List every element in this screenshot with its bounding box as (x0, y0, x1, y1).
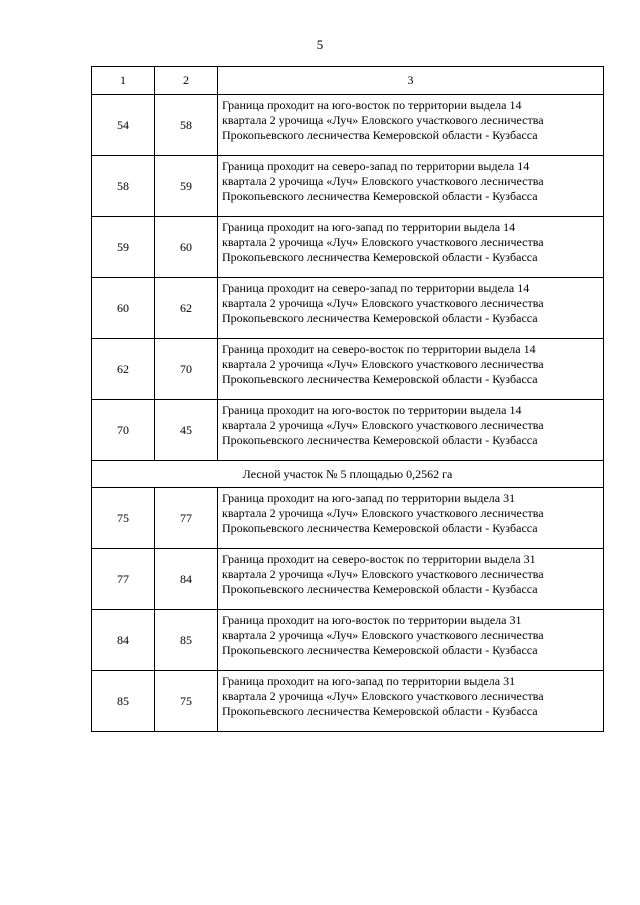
to-point-cell: 58 (155, 95, 218, 156)
from-point-cell: 77 (92, 549, 155, 610)
description-line: Граница проходит на юго-запад по территории выдела 31 (222, 491, 516, 505)
description-line: Прокопьевского лесничества Кемеровской области - Кузбасса (222, 643, 538, 657)
from-point-cell: 58 (92, 156, 155, 217)
description-line: квартала 2 урочища «Луч» Еловского участкового лесничества (222, 296, 544, 310)
description-line: квартала 2 урочища «Луч» Еловского участкового лесничества (222, 567, 544, 581)
table-row (92, 278, 604, 339)
description-line: Прокопьевского лесничества Кемеровской области - Кузбасса (222, 521, 538, 535)
table-row (92, 217, 604, 278)
description-line: Прокопьевского лесничества Кемеровской области - Кузбасса (222, 372, 538, 386)
description-cell (218, 278, 604, 339)
from-point-cell: 62 (92, 339, 155, 400)
to-point-cell: 59 (155, 156, 218, 217)
description-cell (218, 217, 604, 278)
table-row (92, 549, 604, 610)
column-header-from-point: 1 (92, 67, 155, 95)
description-line: квартала 2 урочища «Луч» Еловского участкового лесничества (222, 689, 544, 703)
table-row (92, 156, 604, 217)
from-point-cell: 75 (92, 488, 155, 549)
description-line: Граница проходит на юго-запад по территории выдела 14 (222, 220, 516, 234)
description-line: Граница проходит на юго-восток по территории выдела 14 (222, 403, 522, 417)
description-line: Граница проходит на юго-запад по территории выдела 31 (222, 674, 516, 688)
description-line: Граница проходит на юго-восток по территории выдела 14 (222, 98, 522, 112)
description-cell (218, 339, 604, 400)
to-point-cell: 45 (155, 400, 218, 461)
description-line: Граница проходит на северо-запад по территории выдела 14 (222, 159, 530, 173)
to-point-cell: 70 (155, 339, 218, 400)
table-row (92, 488, 604, 549)
section-title-row (92, 461, 604, 488)
table-row (92, 400, 604, 461)
description-cell (218, 95, 604, 156)
from-point-cell: 70 (92, 400, 155, 461)
page-number: 5 (316, 37, 324, 52)
description-cell (218, 156, 604, 217)
table-row (92, 671, 604, 732)
description-line: квартала 2 урочища «Луч» Еловского участкового лесничества (222, 506, 544, 520)
column-header-to-point: 2 (155, 67, 218, 95)
description-line: Прокопьевского лесничества Кемеровской области - Кузбасса (222, 250, 538, 264)
section-title: Лесной участок № 5 площадью 0,2562 га (92, 461, 604, 488)
description-line: квартала 2 урочища «Луч» Еловского участкового лесничества (222, 235, 544, 249)
description-line: Граница проходит на северо-восток по территории выдела 31 (222, 552, 536, 566)
table-row (92, 610, 604, 671)
table-row (92, 339, 604, 400)
to-point-cell: 75 (155, 671, 218, 732)
description-line: Прокопьевского лесничества Кемеровской области - Кузбасса (222, 311, 538, 325)
description-line: квартала 2 урочища «Луч» Еловского участкового лесничества (222, 113, 544, 127)
description-cell (218, 610, 604, 671)
description-line: Прокопьевского лесничества Кемеровской области - Кузбасса (222, 704, 538, 718)
description-line: Граница проходит на юго-восток по территории выдела 31 (222, 613, 522, 627)
description-line: Граница проходит на северо-восток по территории выдела 14 (222, 342, 536, 356)
from-point-cell: 60 (92, 278, 155, 339)
description-cell (218, 400, 604, 461)
description-cell (218, 488, 604, 549)
description-line: Прокопьевского лесничества Кемеровской области - Кузбасса (222, 128, 538, 142)
to-point-cell: 85 (155, 610, 218, 671)
description-line: Прокопьевского лесничества Кемеровской области - Кузбасса (222, 189, 538, 203)
description-line: квартала 2 урочища «Луч» Еловского участкового лесничества (222, 628, 544, 642)
description-line: Граница проходит на северо-запад по территории выдела 14 (222, 281, 530, 295)
description-line: квартала 2 урочища «Луч» Еловского участкового лесничества (222, 357, 544, 371)
boundary-description-table (91, 66, 604, 732)
from-point-cell: 85 (92, 671, 155, 732)
from-point-cell: 59 (92, 217, 155, 278)
description-cell (218, 671, 604, 732)
to-point-cell: 62 (155, 278, 218, 339)
to-point-cell: 84 (155, 549, 218, 610)
to-point-cell: 60 (155, 217, 218, 278)
to-point-cell: 77 (155, 488, 218, 549)
description-line: Прокопьевского лесничества Кемеровской области - Кузбасса (222, 433, 538, 447)
description-line: квартала 2 урочища «Луч» Еловского участкового лесничества (222, 174, 544, 188)
description-line: Прокопьевского лесничества Кемеровской области - Кузбасса (222, 582, 538, 596)
description-cell (218, 549, 604, 610)
from-point-cell: 84 (92, 610, 155, 671)
table-row (92, 95, 604, 156)
description-line: квартала 2 урочища «Луч» Еловского участкового лесничества (222, 418, 544, 432)
column-header-description: 3 (218, 67, 604, 95)
from-point-cell: 54 (92, 95, 155, 156)
table-header-row (92, 67, 604, 95)
